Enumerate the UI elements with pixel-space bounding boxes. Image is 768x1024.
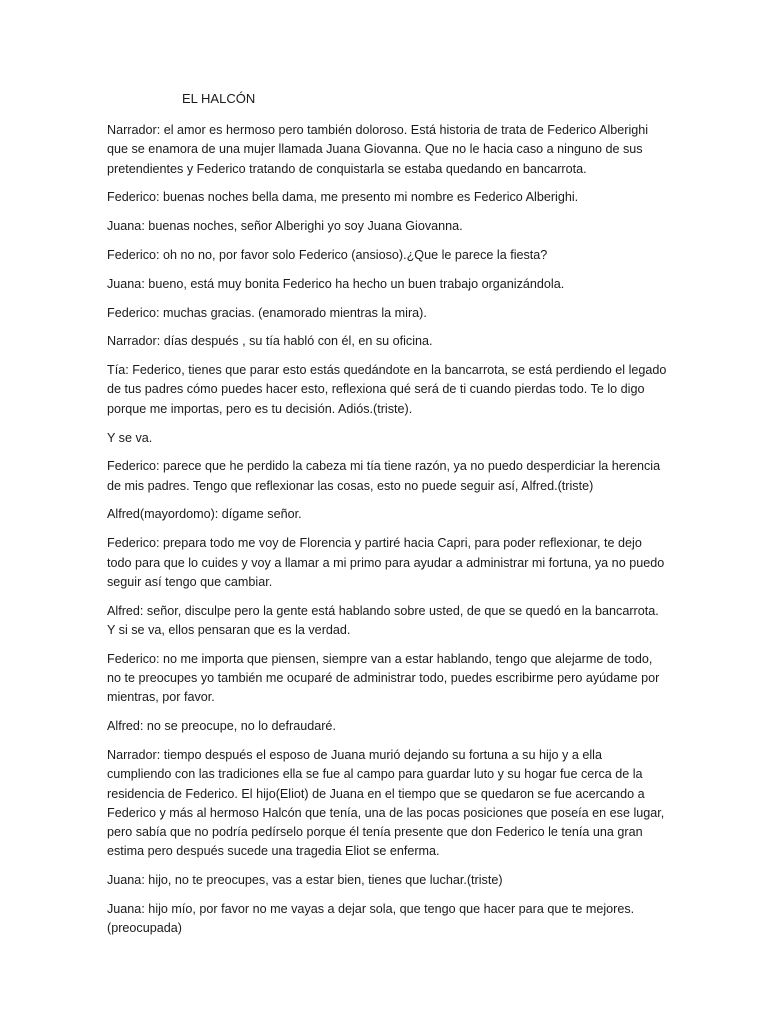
paragraph-alfred-gossip: Alfred: señor, disculpe pero la gente está hablando sobre usted, de que se quedó en la bancarrota. Y si se va, ellos pensaran que es la verdad. <box>107 603 659 637</box>
paragraph-alfred-promise: Alfred: no se preocupe, no lo defraudaré. <box>107 719 336 734</box>
paragraph-narrator-intro: Narrador: el amor es hermoso pero también doloroso. Está historia de trata de Federico Alberighi que se enamora de una mujer llamada Juana Giovanna. Que no le hacia caso a ninguno de sus pretendientes y Federico tratando de conquistarla se estaba quedando en bancarrota. <box>107 123 649 176</box>
paragraph-juana-plea: Juana: hijo mío, por favor no me vayas a dejar sola, que tengo que hacer para que te mejores.(preocupada) <box>107 902 635 936</box>
paragraph-narrator-tragedy: Narrador: tiempo después el esposo de Juana murió dejando su fortuna a su hijo y a ella cumpliendo con las tradiciones ella se fue al campo para guardar luto y su hogar fue cerca de la residencia de Federico. El hijo(Eliot) de Juana en el tiempo que se quedaron se fue acercando a Federico y más al hermoso Halcón que tenía, una de las pocas posiciones que poseía en ese lugar, pero sabía que no podría pedírselo porque él tenía presente que don Federico le tenía una gran estima pero después sucede una tragedia Eliot se enferma. <box>107 747 665 859</box>
document-body <box>107 121 667 948</box>
paragraph-federico-greeting: Federico: buenas noches bella dama, me presento mi nombre es Federico Alberighi. <box>107 190 579 205</box>
paragraph-federico-plans: Federico: prepara todo me voy de Florencia y partiré hacia Capri, para poder reflexionar, te dejo todo para que lo cuides y voy a llamar a mi primo para ayudar a administrar mi fortuna, ya no puedo seguir así tengo que cambiar. <box>107 536 665 589</box>
paragraph-federico-thanks: Federico: muchas gracias. (enamorado mientras la mira). <box>107 305 427 320</box>
paragraph-narrator-aunt: Narrador: días después , su tía habló con él, en su oficina. <box>107 334 433 349</box>
paragraph-alfred-answer: Alfred(mayordomo): dígame señor. <box>107 507 302 522</box>
paragraph-stage-exit: Y se va. <box>107 430 153 445</box>
paragraph-federico-reflects: Federico: parece que he perdido la cabeza mi tía tiene razón, ya no puedo desperdiciar la herencia de mis padres. Tengo que reflexionar las cosas, esto no puede seguir así, Alfred.(triste) <box>107 459 661 493</box>
paragraph-federico-party: Federico: oh no no, por favor solo Federico (ansioso).¿Que le parece la fiesta? <box>107 247 548 262</box>
paragraph-juana-greeting: Juana: buenas noches, señor Alberighi yo soy Juana Giovanna. <box>107 219 463 234</box>
paragraph-aunt-warning: Tía: Federico, tienes que parar esto estás quedándote en la bancarrota, se está perdiendo el legado de tus padres cómo puedes hacer esto, reflexiona qué será de ti cuando pierdas todo. Te lo digo porque me importas, pero es tu decisión. Adiós.(triste). <box>107 363 667 416</box>
paragraph-juana-son: Juana: hijo, no te preocupes, vas a estar bien, tienes que luchar.(triste) <box>107 873 503 888</box>
document-title: EL HALCÓN <box>182 91 256 106</box>
paragraph-federico-reply: Federico: no me importa que piensen, siempre van a estar hablando, tengo que alejarme de todo, no te preocupes yo también me ocuparé de administrar todo, puedes escribirme pero ayúdame por mientras, por favor. <box>107 651 660 705</box>
paragraph-juana-party: Juana: bueno, está muy bonita Federico ha hecho un buen trabajo organizándola. <box>107 276 565 291</box>
